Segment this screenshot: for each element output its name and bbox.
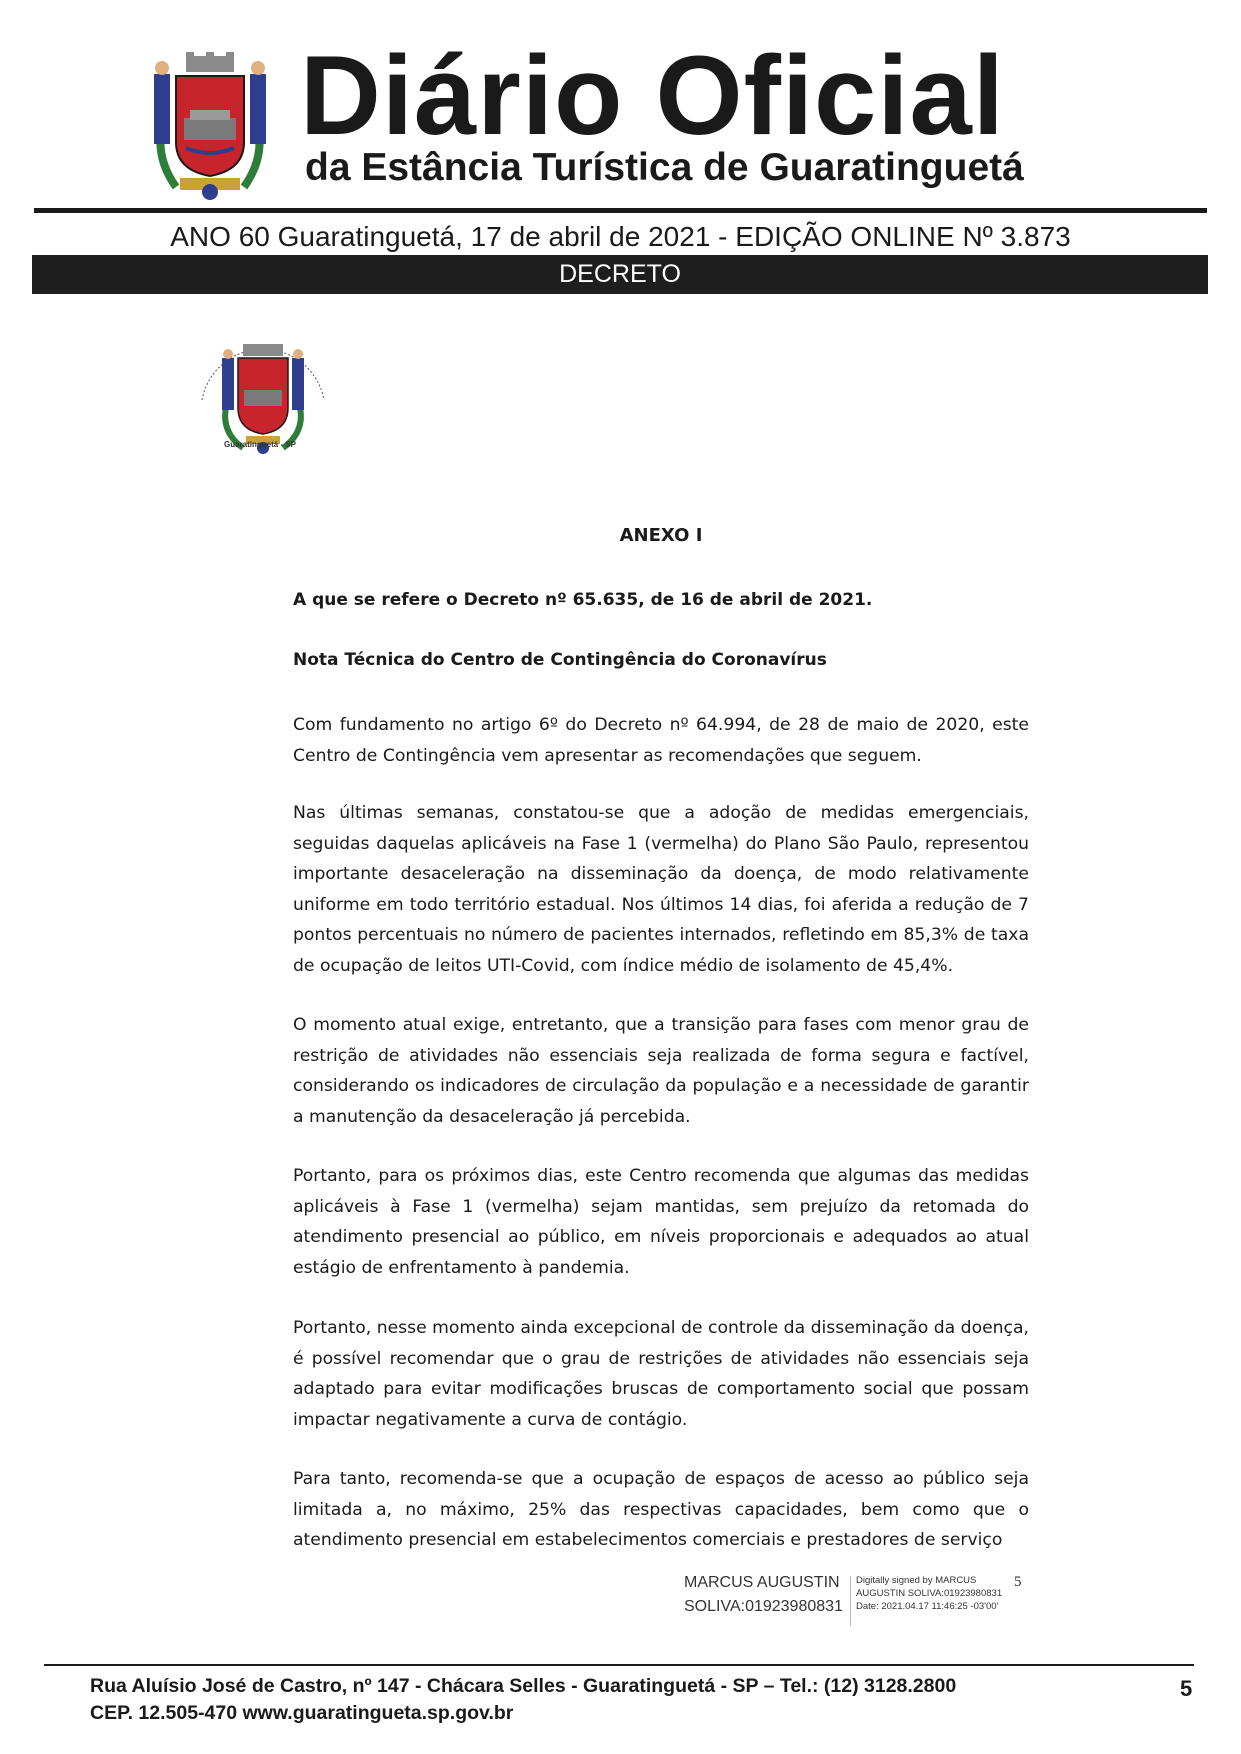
signature-divider [850,1576,851,1626]
footer-address: Rua Aluísio José de Castro, nº 147 - Chácara Selles - Guaratinguetá - SP – Tel.: (12) 3128.2800 [90,1675,957,1697]
paragraph: O momento atual exige, entretanto, que a transição para fases com menor grau de restrição de atividades não essenciais seja realizada de forma segura e factível, considerando os indicadores de circulação da população e a necessidade de garantir a manutenção da desaceleração já percebida. [293,1015,1029,1127]
signer-name: MARCUS AUGUSTIN [684,1574,840,1591]
section-banner: DECRETO [32,255,1208,294]
paragraph: Para tanto, recomenda-se que a ocupação de espaços de acesso ao público seja limitada a, no máximo, 25% das respectivas capacidades, bem como que o atendimento presencial em estabelecimentos comerciais e prestadores de serviço [293,1469,1029,1551]
coat-of-arms-icon [146,52,274,202]
signer-id: SOLIVA:01923980831 [684,1598,843,1615]
masthead-title: Diário Oficial [300,33,1005,158]
paragraph: Portanto, nesse momento ainda excepcional de controle da disseminação da doença, é possível recomendar que o grau de restrições de atividades não essenciais seja adaptado para evitar modificações bruscas de comportamento social que possam impactar negativamente a curva de contágio. [293,1318,1029,1430]
annex-title: ANEXO I [619,525,703,546]
masthead-subtitle: da Estância Turística de Guaratinguetá [305,146,1024,189]
note-title: Nota Técnica do Centro de Contingência do Coronavírus [293,650,827,670]
decree-reference: A que se refere o Decreto nº 65.635, de 16 de abril de 2021. [293,590,873,610]
footer-cep-website: CEP. 12.505-470 www.guaratingueta.sp.gov.br [90,1702,514,1724]
signature-page-number: 5 [1014,1574,1022,1590]
paragraph: Com fundamento no artigo 6º do Decreto nº 64.994, de 28 de maio de 2020, este Centro de Contingência vem apresentar as recomendações que seguem. [293,715,1029,766]
footer-divider [44,1664,1194,1666]
masthead-divider [34,208,1207,213]
paragraph: Nas últimas semanas, constatou-se que a adoção de medidas emergenciais, seguidas daquelas aplicáveis na Fase 1 (vermelha) do Plano São Paulo, representou importante desaceleração na disseminação da doença, de modo relativamente uniforme em todo território estadual. Nos últimos 14 dias, foi aferida a redução de 7 pontos percentuais no número de pacientes internados, refletindo em 85,3% de taxa de ocupação de leitos UTI-Covid, com índice médio de isolamento de 45,4%. [293,803,1029,976]
digital-signature [684,1572,1024,1632]
edition-line: ANO 60 Guaratinguetá, 17 de abril de 2021 - EDIÇÃO ONLINE Nº 3.873 [170,221,1071,252]
crest-caption: Guaratinguetá - SP [223,440,296,449]
paragraph: Portanto, para os próximos dias, este Centro recomenda que algumas das medidas aplicáveis à Fase 1 (vermelha) sejam mantidas, sem prejuízo da retomada do atendimento presencial ao público, em níveis proporcionais e adequados ao atual estágio de enfrentamento à pandemia. [293,1166,1029,1278]
page-number: 5 [1180,1676,1193,1701]
signature-details: Digitally signed by MARCUS AUGUSTIN SOLIVA:01923980831 Date: 2021.04.17 11:46:25 -03'00' [856,1575,1003,1612]
